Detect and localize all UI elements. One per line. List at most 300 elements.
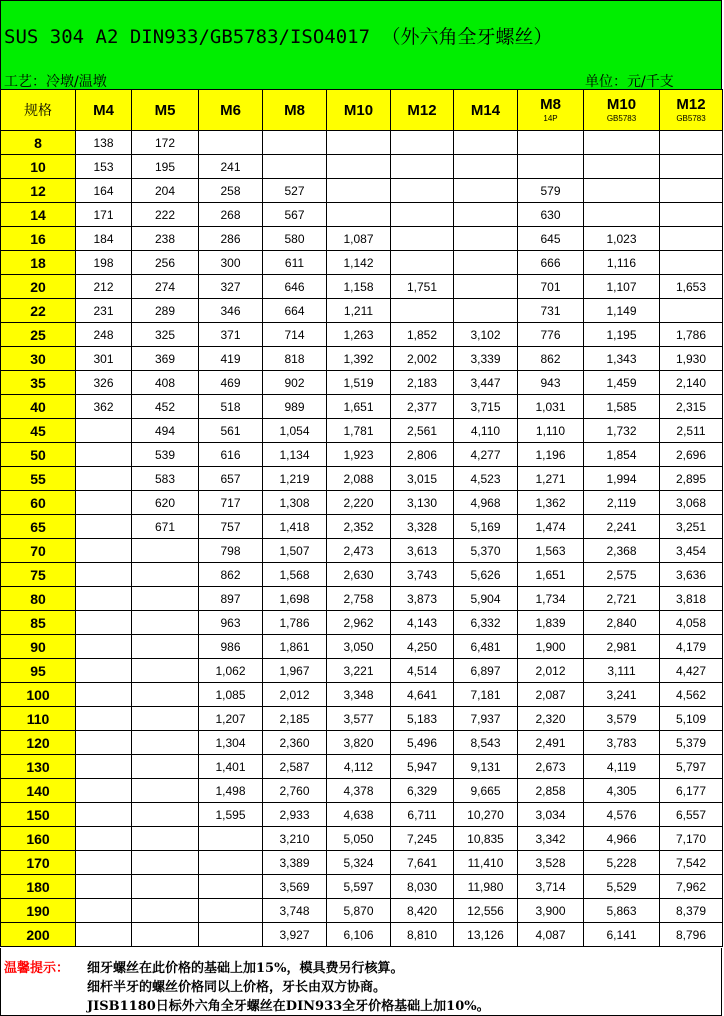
price-cell: 5,529 (584, 875, 660, 899)
price-cell (132, 779, 199, 803)
price-cell: 7,641 (391, 851, 454, 875)
spec-cell: 140 (1, 779, 76, 803)
price-cell (76, 491, 132, 515)
price-cell: 2,962 (327, 611, 391, 635)
column-header-label: M8 (540, 96, 561, 113)
price-cell (76, 707, 132, 731)
price-cell: 943 (518, 371, 584, 395)
price-cell (76, 875, 132, 899)
price-cell: 2,895 (660, 467, 723, 491)
price-cell (454, 299, 518, 323)
price-cell: 5,797 (660, 755, 723, 779)
price-cell (76, 515, 132, 539)
price-cell (660, 155, 723, 179)
table-row (1, 539, 723, 563)
price-cell (76, 827, 132, 851)
price-cell: 1,994 (584, 467, 660, 491)
price-cell (454, 155, 518, 179)
table-row (1, 779, 723, 803)
price-cell: 2,087 (518, 683, 584, 707)
price-cell: 3,111 (584, 659, 660, 683)
price-cell: 5,870 (327, 899, 391, 923)
price-cell: 2,473 (327, 539, 391, 563)
price-cell: 3,783 (584, 731, 660, 755)
table-row (1, 299, 723, 323)
price-cell (327, 179, 391, 203)
price-cell: 274 (132, 275, 199, 299)
price-cell (132, 587, 199, 611)
price-cell (76, 467, 132, 491)
price-cell: 2,933 (263, 803, 327, 827)
price-cell (132, 611, 199, 635)
price-cell: 2,220 (327, 491, 391, 515)
price-cell: 1,023 (584, 227, 660, 251)
price-cell: 2,575 (584, 563, 660, 587)
price-cell: 7,170 (660, 827, 723, 851)
table-row (1, 131, 723, 155)
price-cell: 9,131 (454, 755, 518, 779)
price-cell: 561 (199, 419, 263, 443)
price-cell: 6,897 (454, 659, 518, 683)
price-cell (76, 635, 132, 659)
price-cell: 2,088 (327, 467, 391, 491)
price-cell: 1,568 (263, 563, 327, 587)
price-cell: 567 (263, 203, 327, 227)
price-cell: 579 (518, 179, 584, 203)
price-cell: 630 (518, 203, 584, 227)
price-table (0, 89, 723, 947)
price-cell: 1,196 (518, 443, 584, 467)
price-cell: 1,085 (199, 683, 263, 707)
price-cell (76, 419, 132, 443)
price-cell: 3,820 (327, 731, 391, 755)
price-cell: 3,015 (391, 467, 454, 491)
price-cell: 1,343 (584, 347, 660, 371)
spec-cell: 18 (1, 251, 76, 275)
price-cell: 1,142 (327, 251, 391, 275)
price-cell: 10,270 (454, 803, 518, 827)
price-cell (132, 683, 199, 707)
table-row (1, 899, 723, 923)
price-cell (132, 635, 199, 659)
price-cell: 13,126 (454, 923, 518, 947)
table-row (1, 275, 723, 299)
notes-label: 温馨提示： (4, 961, 70, 976)
price-cell: 664 (263, 299, 327, 323)
table-row (1, 731, 723, 755)
table-row (1, 491, 723, 515)
price-cell: 757 (199, 515, 263, 539)
price-cell: 5,597 (327, 875, 391, 899)
spec-cell: 170 (1, 851, 76, 875)
price-cell: 1,861 (263, 635, 327, 659)
price-cell: 4,087 (518, 923, 584, 947)
price-cell: 138 (76, 131, 132, 155)
price-cell: 989 (263, 395, 327, 419)
price-cell: 3,748 (263, 899, 327, 923)
column-header-label: M14 (470, 101, 501, 119)
unit-label: 单位：元/千支 (585, 74, 674, 90)
column-header-label: M10 (343, 101, 374, 119)
price-cell: 3,068 (660, 491, 723, 515)
price-cell: 2,806 (391, 443, 454, 467)
spec-cell: 80 (1, 587, 76, 611)
price-cell: 1,651 (518, 563, 584, 587)
table-row (1, 227, 723, 251)
price-cell: 1,401 (199, 755, 263, 779)
price-cell: 1,087 (327, 227, 391, 251)
table-row (1, 251, 723, 275)
price-cell: 301 (76, 347, 132, 371)
price-cell (660, 131, 723, 155)
price-cell: 171 (76, 203, 132, 227)
price-cell: 3,579 (584, 707, 660, 731)
price-cell: 8,030 (391, 875, 454, 899)
column-header-label: M6 (220, 101, 241, 119)
price-cell: 714 (263, 323, 327, 347)
price-cell (76, 923, 132, 947)
spec-cell: 10 (1, 155, 76, 179)
price-cell: 818 (263, 347, 327, 371)
price-cell (199, 899, 263, 923)
price-cell: 362 (76, 395, 132, 419)
table-row (1, 827, 723, 851)
spec-cell: 40 (1, 395, 76, 419)
price-cell: 1,195 (584, 323, 660, 347)
table-row (1, 347, 723, 371)
column-header-label: M10 (606, 96, 637, 113)
table-row (1, 659, 723, 683)
price-cell: 3,389 (263, 851, 327, 875)
price-cell (263, 131, 327, 155)
price-cell: 2,630 (327, 563, 391, 587)
price-cell: 204 (132, 179, 199, 203)
price-cell: 4,179 (660, 635, 723, 659)
price-cell: 776 (518, 323, 584, 347)
price-cell: 2,377 (391, 395, 454, 419)
price-cell: 862 (518, 347, 584, 371)
price-cell: 1,854 (584, 443, 660, 467)
price-cell (199, 131, 263, 155)
price-cell: 3,715 (454, 395, 518, 419)
column-header (199, 90, 263, 131)
price-cell: 862 (199, 563, 263, 587)
spec-cell: 180 (1, 875, 76, 899)
price-cell: 256 (132, 251, 199, 275)
price-cell: 2,012 (263, 683, 327, 707)
note-line-1: 细牙螺丝在此价格的基础上加15%，模具费另行核算。 (87, 961, 404, 976)
price-cell: 2,673 (518, 755, 584, 779)
price-cell: 3,569 (263, 875, 327, 899)
price-cell (584, 203, 660, 227)
price-cell: 620 (132, 491, 199, 515)
price-cell: 1,263 (327, 323, 391, 347)
price-cell: 1,698 (263, 587, 327, 611)
price-cell (660, 227, 723, 251)
price-cell: 1,308 (263, 491, 327, 515)
price-cell (391, 131, 454, 155)
price-cell: 2,119 (584, 491, 660, 515)
price-cell: 5,228 (584, 851, 660, 875)
price-cell: 4,058 (660, 611, 723, 635)
price-cell: 1,734 (518, 587, 584, 611)
price-cell (76, 851, 132, 875)
price-cell: 646 (263, 275, 327, 299)
price-cell: 3,339 (454, 347, 518, 371)
spec-cell: 200 (1, 923, 76, 947)
price-cell: 3,636 (660, 563, 723, 587)
price-cell: 494 (132, 419, 199, 443)
price-cell: 212 (76, 275, 132, 299)
spec-cell: 85 (1, 611, 76, 635)
price-cell: 3,251 (660, 515, 723, 539)
price-cell: 6,711 (391, 803, 454, 827)
table-row (1, 395, 723, 419)
price-cell (199, 851, 263, 875)
price-cell: 1,967 (263, 659, 327, 683)
price-cell: 3,714 (518, 875, 584, 899)
price-cell: 1,839 (518, 611, 584, 635)
price-cell: 1,459 (584, 371, 660, 395)
spec-cell: 16 (1, 227, 76, 251)
price-cell: 1,498 (199, 779, 263, 803)
price-cell (327, 203, 391, 227)
price-cell: 4,427 (660, 659, 723, 683)
price-cell (76, 731, 132, 755)
spec-cell: 50 (1, 443, 76, 467)
column-header (327, 90, 391, 131)
price-cell (391, 299, 454, 323)
price-cell: 7,962 (660, 875, 723, 899)
price-cell: 527 (263, 179, 327, 203)
table-row (1, 587, 723, 611)
price-cell (199, 875, 263, 899)
spec-cell: 30 (1, 347, 76, 371)
price-cell: 2,352 (327, 515, 391, 539)
price-cell: 1,786 (263, 611, 327, 635)
spec-cell: 110 (1, 707, 76, 731)
price-cell: 9,665 (454, 779, 518, 803)
spec-cell: 75 (1, 563, 76, 587)
spec-cell: 160 (1, 827, 76, 851)
column-header (454, 90, 518, 131)
price-cell: 3,342 (518, 827, 584, 851)
price-cell (518, 131, 584, 155)
price-cell: 963 (199, 611, 263, 635)
price-cell: 2,185 (263, 707, 327, 731)
spec-cell: 14 (1, 203, 76, 227)
price-cell: 222 (132, 203, 199, 227)
table-row (1, 851, 723, 875)
table-row (1, 443, 723, 467)
column-header-label: M12 (676, 96, 706, 113)
price-cell: 2,315 (660, 395, 723, 419)
price-cell: 583 (132, 467, 199, 491)
price-cell: 153 (76, 155, 132, 179)
price-cell (584, 155, 660, 179)
table-row (1, 875, 723, 899)
price-cell: 300 (199, 251, 263, 275)
price-cell: 289 (132, 299, 199, 323)
price-cell: 2,140 (660, 371, 723, 395)
spec-cell: 12 (1, 179, 76, 203)
spec-cell: 60 (1, 491, 76, 515)
price-cell: 4,143 (391, 611, 454, 635)
price-cell: 8,420 (391, 899, 454, 923)
price-cell (132, 539, 199, 563)
table-row (1, 323, 723, 347)
price-cell (76, 659, 132, 683)
price-cell: 3,743 (391, 563, 454, 587)
table-row (1, 371, 723, 395)
price-cell (76, 563, 132, 587)
price-cell: 518 (199, 395, 263, 419)
table-row (1, 611, 723, 635)
table-header-row (1, 90, 723, 131)
spec-cell: 90 (1, 635, 76, 659)
price-cell (76, 587, 132, 611)
price-cell: 580 (263, 227, 327, 251)
price-cell: 1,116 (584, 251, 660, 275)
price-cell: 2,012 (518, 659, 584, 683)
price-cell: 195 (132, 155, 199, 179)
price-cell (327, 131, 391, 155)
price-cell: 248 (76, 323, 132, 347)
column-header-sublabel: GB5783 (606, 114, 637, 123)
price-cell: 701 (518, 275, 584, 299)
column-header (263, 90, 327, 131)
price-cell: 1,786 (660, 323, 723, 347)
price-cell: 286 (199, 227, 263, 251)
column-header-label: M8 (284, 101, 305, 119)
price-cell: 2,320 (518, 707, 584, 731)
price-cell (132, 827, 199, 851)
price-cell: 3,348 (327, 683, 391, 707)
spec-cell: 190 (1, 899, 76, 923)
price-cell: 327 (199, 275, 263, 299)
price-cell: 1,110 (518, 419, 584, 443)
price-cell: 5,496 (391, 731, 454, 755)
column-header-spec (1, 90, 76, 131)
price-cell: 3,818 (660, 587, 723, 611)
price-cell: 1,062 (199, 659, 263, 683)
price-cell: 2,511 (660, 419, 723, 443)
price-cell: 8,810 (391, 923, 454, 947)
spec-cell: 20 (1, 275, 76, 299)
price-cell: 3,210 (263, 827, 327, 851)
price-cell: 172 (132, 131, 199, 155)
price-cell: 7,937 (454, 707, 518, 731)
price-cell (454, 227, 518, 251)
table-row (1, 179, 723, 203)
price-cell (660, 251, 723, 275)
column-header-label: M5 (154, 101, 176, 119)
price-cell: 1,158 (327, 275, 391, 299)
spec-cell: 25 (1, 323, 76, 347)
price-cell: 3,328 (391, 515, 454, 539)
price-cell: 1,852 (391, 323, 454, 347)
price-cell: 5,904 (454, 587, 518, 611)
price-cell (454, 179, 518, 203)
price-cell (263, 155, 327, 179)
price-cell: 1,418 (263, 515, 327, 539)
price-cell: 4,250 (391, 635, 454, 659)
price-cell: 4,277 (454, 443, 518, 467)
table-row (1, 467, 723, 491)
price-cell: 4,968 (454, 491, 518, 515)
price-cell (391, 155, 454, 179)
spec-cell: 22 (1, 299, 76, 323)
price-cell (132, 899, 199, 923)
price-cell: 1,362 (518, 491, 584, 515)
price-cell (132, 923, 199, 947)
price-cell (132, 803, 199, 827)
table-row (1, 683, 723, 707)
price-cell: 1,474 (518, 515, 584, 539)
price-cell: 1,653 (660, 275, 723, 299)
column-header-label: M4 (93, 101, 114, 119)
price-cell: 731 (518, 299, 584, 323)
price-cell: 2,840 (584, 611, 660, 635)
price-cell (454, 131, 518, 155)
price-cell: 6,106 (327, 923, 391, 947)
price-cell: 3,577 (327, 707, 391, 731)
price-cell: 2,002 (391, 347, 454, 371)
price-cell (327, 155, 391, 179)
price-cell: 3,447 (454, 371, 518, 395)
price-cell: 1,211 (327, 299, 391, 323)
price-cell: 4,576 (584, 803, 660, 827)
price-cell (132, 659, 199, 683)
price-cell: 2,981 (584, 635, 660, 659)
price-cell: 10,835 (454, 827, 518, 851)
spec-cell: 150 (1, 803, 76, 827)
column-header-label: 规格 (24, 102, 52, 118)
price-cell: 3,873 (391, 587, 454, 611)
price-cell: 5,863 (584, 899, 660, 923)
note-line-2: 细杆半牙的螺丝价格同以上价格，牙长由双方协商。 (87, 980, 387, 995)
column-header-sublabel: GB5783 (676, 114, 706, 123)
price-cell: 4,119 (584, 755, 660, 779)
column-header (132, 90, 199, 131)
price-cell: 1,031 (518, 395, 584, 419)
spec-cell: 70 (1, 539, 76, 563)
price-cell (454, 275, 518, 299)
page-title: SUS 304 A2 DIN933/GB5783/ISO4017 （外六角全牙螺丝） (4, 26, 553, 48)
price-cell: 6,177 (660, 779, 723, 803)
price-cell: 5,626 (454, 563, 518, 587)
price-cell: 1,392 (327, 347, 391, 371)
column-header (584, 90, 660, 131)
price-cell: 902 (263, 371, 327, 395)
price-cell (76, 611, 132, 635)
price-cell: 616 (199, 443, 263, 467)
price-cell (132, 851, 199, 875)
table-row (1, 203, 723, 227)
price-cell: 1,107 (584, 275, 660, 299)
price-cell (76, 803, 132, 827)
price-cell: 4,305 (584, 779, 660, 803)
price-cell: 8,796 (660, 923, 723, 947)
price-cell: 4,110 (454, 419, 518, 443)
price-cell (584, 131, 660, 155)
price-cell: 3,241 (584, 683, 660, 707)
price-cell (132, 707, 199, 731)
price-cell: 1,207 (199, 707, 263, 731)
process-label: 工艺：冷墩/温墩 (4, 74, 107, 90)
price-cell (132, 563, 199, 587)
price-cell (660, 179, 723, 203)
